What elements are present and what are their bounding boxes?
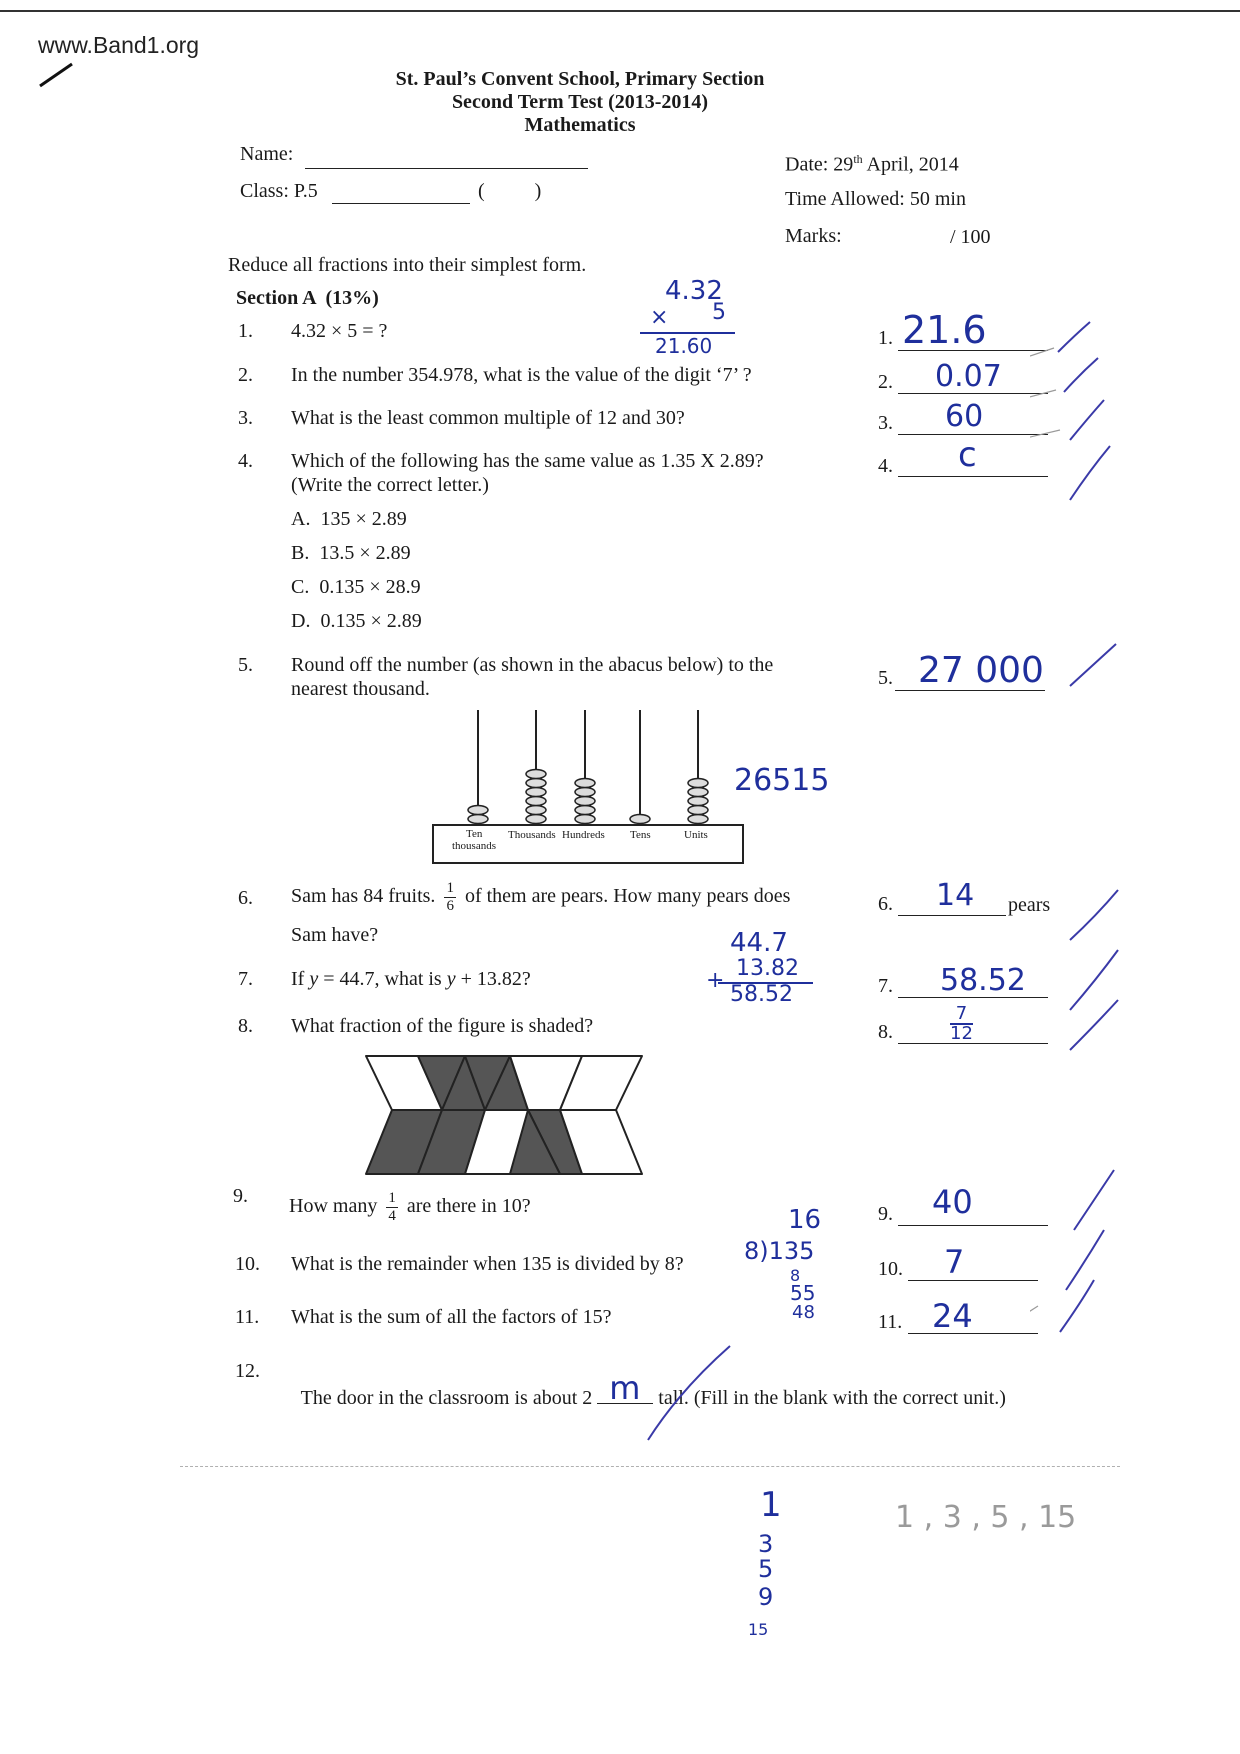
q7-text (291, 968, 531, 991)
scribble-col-5: 5 (758, 1555, 774, 1583)
abacus-bead (688, 806, 708, 815)
q4-answer-number: 4. (878, 455, 893, 477)
q8-answer[interactable] (950, 1005, 973, 1043)
q10-text: What is the remainder when 135 is divided by 8? (291, 1253, 684, 1275)
q8-answer-number: 8. (878, 1021, 893, 1043)
q1-number: 1. (238, 320, 253, 342)
subject-title: Mathematics (524, 114, 636, 136)
q10-work-48: 48 (792, 1302, 815, 1323)
abacus-bead (468, 806, 488, 815)
scribble-factors: 1 , 3 , 5 , 15 (895, 1500, 1077, 1535)
scribble-col-15: 15 (748, 1620, 769, 1639)
q1-work-top: 4.32 (665, 276, 723, 306)
q5-answer[interactable]: 27 000 (918, 650, 1044, 691)
q11-text: What is the sum of all the factors of 15? (291, 1306, 612, 1328)
q2-number: 2. (238, 364, 253, 386)
q6-text-a: Sam has 84 fruits. (291, 885, 436, 908)
q4-answer[interactable]: c (958, 435, 977, 475)
q1-work-result: 21.60 (655, 334, 713, 358)
date-label (785, 152, 959, 177)
q10-work-division: 8)135 (744, 1237, 815, 1265)
q7-text-b: = 44.7, what is (318, 968, 447, 990)
q8-number: 8. (238, 1015, 253, 1037)
q12-tick (640, 1340, 760, 1450)
q9-answer[interactable]: 40 (932, 1183, 973, 1221)
q4-option-c: C. 0.135 × 28.9 (291, 576, 421, 598)
q11-number: 11. (235, 1306, 260, 1328)
q8-shaded-figure (360, 1052, 650, 1182)
q7-work-result: 58.52 (730, 982, 793, 1007)
q2-answer[interactable]: 0.07 (935, 359, 1002, 394)
q8-text: What fraction of the figure is shaded? (291, 1015, 594, 1037)
q6-answer-number: 6. (878, 893, 893, 915)
q1-work-times: × (650, 305, 669, 330)
class-label: Class: P.5 (240, 180, 318, 202)
abacus-bead (688, 797, 708, 806)
class-field[interactable] (332, 203, 470, 204)
abacus-bead (468, 815, 488, 824)
q7-work-top: 44.7 (730, 928, 788, 958)
q6-frac-num: 1 (446, 880, 454, 896)
q6-unit: pears (1008, 894, 1051, 916)
q7-text-c: + 13.82? (455, 968, 531, 990)
date-prefix: Date: 29 (785, 153, 854, 176)
q8-answer-den: 12 (950, 1023, 973, 1044)
time-allowed: Time Allowed: 50 min (785, 188, 966, 210)
abacus-bead (575, 779, 595, 788)
abacus-bead (575, 806, 595, 815)
q6-number: 6. (238, 887, 253, 909)
q12-text-a: The door in the classroom is about 2 (300, 1387, 598, 1409)
q10-answer-line[interactable] (908, 1280, 1038, 1281)
abacus-bead (688, 779, 708, 788)
q9-text-b: are there in 10? (406, 1195, 531, 1218)
q9-number: 9. (233, 1185, 248, 1207)
marks-total: / 100 (950, 226, 991, 248)
q4-answer-line[interactable] (898, 476, 1048, 477)
name-field[interactable] (305, 168, 588, 169)
q12-answer[interactable]: m (609, 1369, 641, 1407)
name-label: Name: (240, 143, 294, 165)
abacus-label-tens: Tens (630, 829, 651, 841)
abacus-bead (526, 779, 546, 788)
q10-answer[interactable]: 7 (944, 1243, 965, 1281)
q10-number: 10. (235, 1253, 260, 1275)
top-border-line (0, 10, 1240, 12)
q7-var-2: y (446, 968, 456, 990)
q4-option-a: A. 135 × 2.89 (291, 508, 407, 530)
q6-frac-den: 6 (446, 898, 454, 914)
abacus-bead (688, 815, 708, 824)
q11-answer-line[interactable] (908, 1333, 1038, 1334)
q6-text-line2: Sam have? (291, 924, 379, 946)
class-number-paren: ( ) (478, 180, 542, 202)
q5-answer-number: 5. (878, 667, 893, 689)
abacus-bead (688, 788, 708, 797)
q9-answer-number: 9. (878, 1203, 893, 1225)
q2-answer-number: 2. (878, 371, 893, 393)
abacus-label-ten: Ten (466, 828, 483, 840)
section-heading: Section A (13%) (236, 287, 379, 309)
q4-text: Which of the following has the same value as 1.35 X 2.89? (291, 450, 764, 472)
tick-marks (1030, 300, 1170, 1400)
q7-number: 7. (238, 968, 253, 990)
q6-text-b: of them are pears. How many pears does (464, 885, 791, 908)
q4-option-d: D. 0.135 × 2.89 (291, 610, 422, 632)
q3-answer[interactable]: 60 (945, 399, 984, 434)
abacus-bead (630, 815, 650, 824)
school-name: St. Paul’s Convent School, Primary Section (395, 68, 765, 90)
q12-text-b: tall. (Fill in the blank with the correct unit.) (653, 1387, 1006, 1409)
q4-instruction: (Write the correct letter.) (291, 474, 489, 496)
q1-answer-number: 1. (878, 327, 893, 349)
q7-answer[interactable]: 58.52 (940, 963, 1026, 998)
q9-frac-num: 1 (388, 1190, 396, 1206)
abacus-bead (575, 788, 595, 797)
q5-number: 5. (238, 654, 253, 676)
q5-text: Round off the number (as shown in the abacus below) to the (291, 654, 774, 676)
q8-answer-line[interactable] (898, 1043, 1048, 1044)
q6-text (291, 880, 790, 915)
scribble-col-9: 9 (758, 1583, 774, 1611)
q1-work-bottom: 5 (712, 300, 726, 325)
q11-answer-number: 11. (878, 1311, 903, 1333)
q7-work-plus: + (706, 968, 725, 993)
abacus-label-thousands: Thousands (508, 829, 556, 841)
q3-number: 3. (238, 407, 253, 429)
q4-number: 4. (238, 450, 253, 472)
watermark: www.Band1.org (38, 32, 200, 58)
abacus-bead (575, 815, 595, 824)
abacus-label-hundreds: Hundreds (562, 829, 605, 841)
q3-text: What is the least common multiple of 12 and 30? (291, 407, 685, 429)
page-separator (180, 1466, 1120, 1467)
q10-answer-number: 10. (878, 1258, 903, 1280)
q7-work-mid: 13.82 (736, 956, 799, 981)
q9-answer-line[interactable] (898, 1225, 1048, 1226)
instruction: Reduce all fractions into their simplest form. (228, 254, 587, 276)
q6-fraction (444, 880, 456, 915)
scribble-col-3: 3 (758, 1530, 774, 1558)
q10-work-55: 55 (790, 1281, 816, 1305)
q9-text-a: How many (289, 1195, 378, 1218)
q6-answer-line[interactable] (898, 915, 1006, 916)
q11-answer[interactable]: 24 (932, 1297, 973, 1335)
q7-text-a: If (291, 968, 310, 990)
q8-answer-num: 7 (950, 1005, 973, 1025)
q1-answer[interactable]: 21.6 (902, 308, 987, 352)
q2-text: In the number 354.978, what is the value of the digit ‘7’ ? (291, 364, 752, 386)
q4-option-b: B. 13.5 × 2.89 (291, 542, 411, 564)
marks-label: Marks: (785, 225, 842, 247)
q5-text-line2: nearest thousand. (291, 678, 430, 700)
q7-answer-number: 7. (878, 975, 893, 997)
q1-text: 4.32 × 5 = ? (291, 320, 388, 342)
q3-answer-number: 3. (878, 412, 893, 434)
q9-frac-den: 4 (388, 1208, 396, 1224)
date-rest: April, 2014 (862, 153, 959, 176)
abacus-bead (526, 797, 546, 806)
date-suffix: th (853, 152, 863, 166)
abacus-bead (526, 788, 546, 797)
q9-fraction (386, 1190, 398, 1225)
abacus-bead (526, 815, 546, 824)
abacus-bead (526, 806, 546, 815)
abacus-label-thousands-word: thousands (452, 840, 496, 852)
q10-work-8: 8 (790, 1266, 801, 1285)
q5-working: 26515 (734, 763, 830, 798)
q10-work-quotient: 16 (788, 1205, 822, 1235)
q9-text (289, 1190, 531, 1225)
abacus-bead (526, 770, 546, 779)
scribble-col-1: 1 (760, 1485, 782, 1525)
abacus-bead (575, 797, 595, 806)
abacus-label-units: Units (684, 829, 708, 841)
q7-var: y (309, 968, 319, 990)
q12-number: 12. (235, 1360, 260, 1382)
q6-answer[interactable]: 14 (936, 878, 975, 913)
test-title: Second Term Test (2013-2014) (451, 91, 709, 113)
